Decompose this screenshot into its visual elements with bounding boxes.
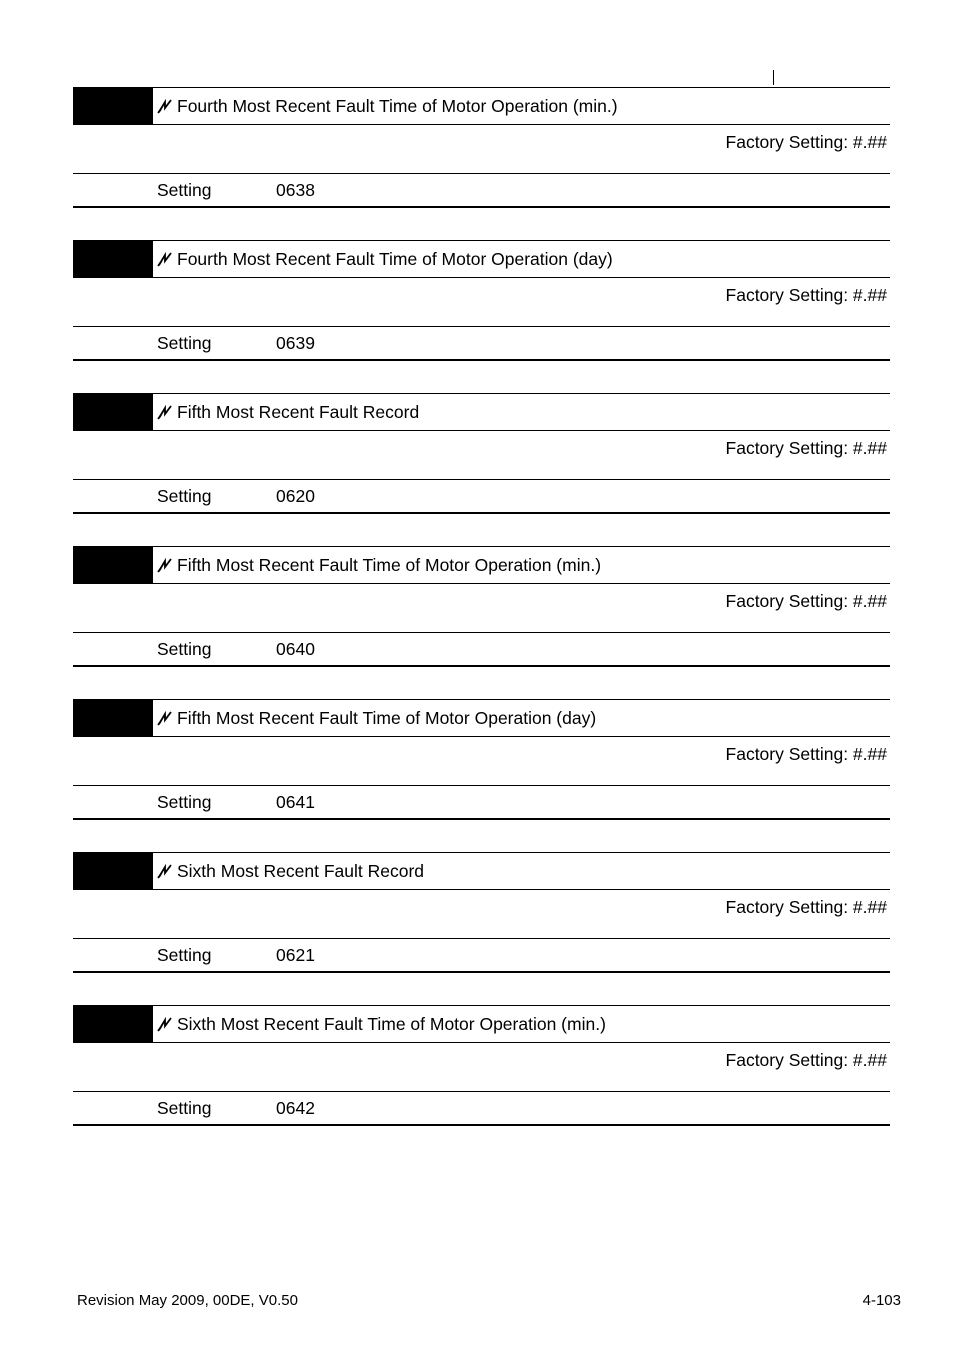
setting-rule-bottom <box>73 665 890 667</box>
setting-label: Setting <box>157 333 212 353</box>
setting-value: 0621 <box>276 945 315 965</box>
parameter-code-box <box>73 393 153 431</box>
parameter-title-text: Fifth Most Recent Fault Record <box>177 402 420 422</box>
parameter-block <box>73 240 890 393</box>
setting-rule-top <box>73 938 890 939</box>
run-mode-settable-icon <box>157 557 173 573</box>
title-rule-top <box>153 87 890 88</box>
run-mode-settable-icon <box>157 1016 173 1032</box>
run-mode-settable-icon <box>157 710 173 726</box>
run-mode-settable-icon <box>157 98 173 114</box>
title-rule-top <box>153 546 890 547</box>
setting-rule-top <box>73 785 890 786</box>
parameter-block <box>73 393 890 546</box>
parameter-block <box>73 546 890 699</box>
factory-setting: Factory Setting: #.## <box>725 744 887 764</box>
factory-setting: Factory Setting: #.## <box>725 285 887 305</box>
setting-rule-bottom <box>73 512 890 514</box>
parameter-title-text: Fifth Most Recent Fault Time of Motor Operation (day) <box>177 708 597 728</box>
setting-label: Setting <box>157 180 212 200</box>
setting-rule-bottom <box>73 359 890 361</box>
parameter-title <box>157 248 613 270</box>
setting-rule-bottom <box>73 818 890 820</box>
parameter-title-text: Fifth Most Recent Fault Time of Motor Operation (min.) <box>177 555 602 575</box>
setting-label: Setting <box>157 945 212 965</box>
setting-rule-top <box>73 479 890 480</box>
parameter-code-box <box>73 240 153 278</box>
parameter-title <box>157 860 424 882</box>
parameter-code-box <box>73 1005 153 1043</box>
parameter-title-text: Sixth Most Recent Fault Time of Motor Operation (min.) <box>177 1014 606 1034</box>
title-rule-bottom <box>153 1042 890 1043</box>
title-rule-top <box>153 699 890 700</box>
parameter-title-row <box>73 393 890 431</box>
parameter-title-row <box>73 546 890 584</box>
setting-rule-top <box>73 326 890 327</box>
setting-value: 0642 <box>276 1098 315 1118</box>
factory-setting: Factory Setting: #.## <box>725 438 887 458</box>
run-mode-settable-icon <box>157 863 173 879</box>
parameter-title-text: Fourth Most Recent Fault Time of Motor Operation (min.) <box>177 96 618 116</box>
parameter-title <box>157 95 618 117</box>
title-rule-bottom <box>153 736 890 737</box>
parameter-title-row <box>73 240 890 278</box>
setting-value: 0620 <box>276 486 315 506</box>
run-mode-settable-icon <box>157 251 173 267</box>
setting-value: 0640 <box>276 639 315 659</box>
setting-label: Setting <box>157 792 212 812</box>
parameter-code-box <box>73 852 153 890</box>
title-rule-bottom <box>153 124 890 125</box>
run-mode-settable-icon <box>157 404 173 420</box>
factory-setting: Factory Setting: #.## <box>725 897 887 917</box>
title-rule-top <box>153 852 890 853</box>
factory-setting: Factory Setting: #.## <box>725 591 887 611</box>
footer-revision: Revision May 2009, 00DE, V0.50 <box>77 1292 298 1309</box>
title-rule-top <box>153 393 890 394</box>
setting-label: Setting <box>157 639 212 659</box>
setting-value: 0639 <box>276 333 315 353</box>
title-rule-top <box>153 1005 890 1006</box>
title-rule-top <box>153 240 890 241</box>
setting-rule-top <box>73 173 890 174</box>
parameter-block <box>73 1005 890 1158</box>
parameter-title <box>157 1013 606 1035</box>
parameter-block <box>73 852 890 1005</box>
title-rule-bottom <box>153 583 890 584</box>
parameter-title-text: Sixth Most Recent Fault Record <box>177 861 425 881</box>
parameter-title-row <box>73 1005 890 1043</box>
setting-label: Setting <box>157 1098 212 1118</box>
header-rule-mark <box>773 70 774 85</box>
parameter-block <box>73 699 890 852</box>
parameter-title-row <box>73 87 890 125</box>
parameter-title <box>157 707 596 729</box>
setting-value: 0638 <box>276 180 315 200</box>
setting-rule-top <box>73 1091 890 1092</box>
factory-setting: Factory Setting: #.## <box>725 132 887 152</box>
setting-rule-bottom <box>73 206 890 208</box>
parameter-code-box <box>73 546 153 584</box>
parameter-title-text: Fourth Most Recent Fault Time of Motor Operation (day) <box>177 249 613 269</box>
setting-label: Setting <box>157 486 212 506</box>
parameter-block <box>73 87 890 240</box>
parameter-title <box>157 554 601 576</box>
parameter-code-box <box>73 699 153 737</box>
setting-rule-top <box>73 632 890 633</box>
parameter-title-row <box>73 699 890 737</box>
parameter-title-row <box>73 852 890 890</box>
footer-page-number: 4-103 <box>862 1292 901 1309</box>
setting-value: 0641 <box>276 792 315 812</box>
parameter-title <box>157 401 419 423</box>
parameter-code-box <box>73 87 153 125</box>
title-rule-bottom <box>153 430 890 431</box>
title-rule-bottom <box>153 277 890 278</box>
setting-rule-bottom <box>73 1124 890 1126</box>
setting-rule-bottom <box>73 971 890 973</box>
factory-setting: Factory Setting: #.## <box>725 1050 887 1070</box>
title-rule-bottom <box>153 889 890 890</box>
